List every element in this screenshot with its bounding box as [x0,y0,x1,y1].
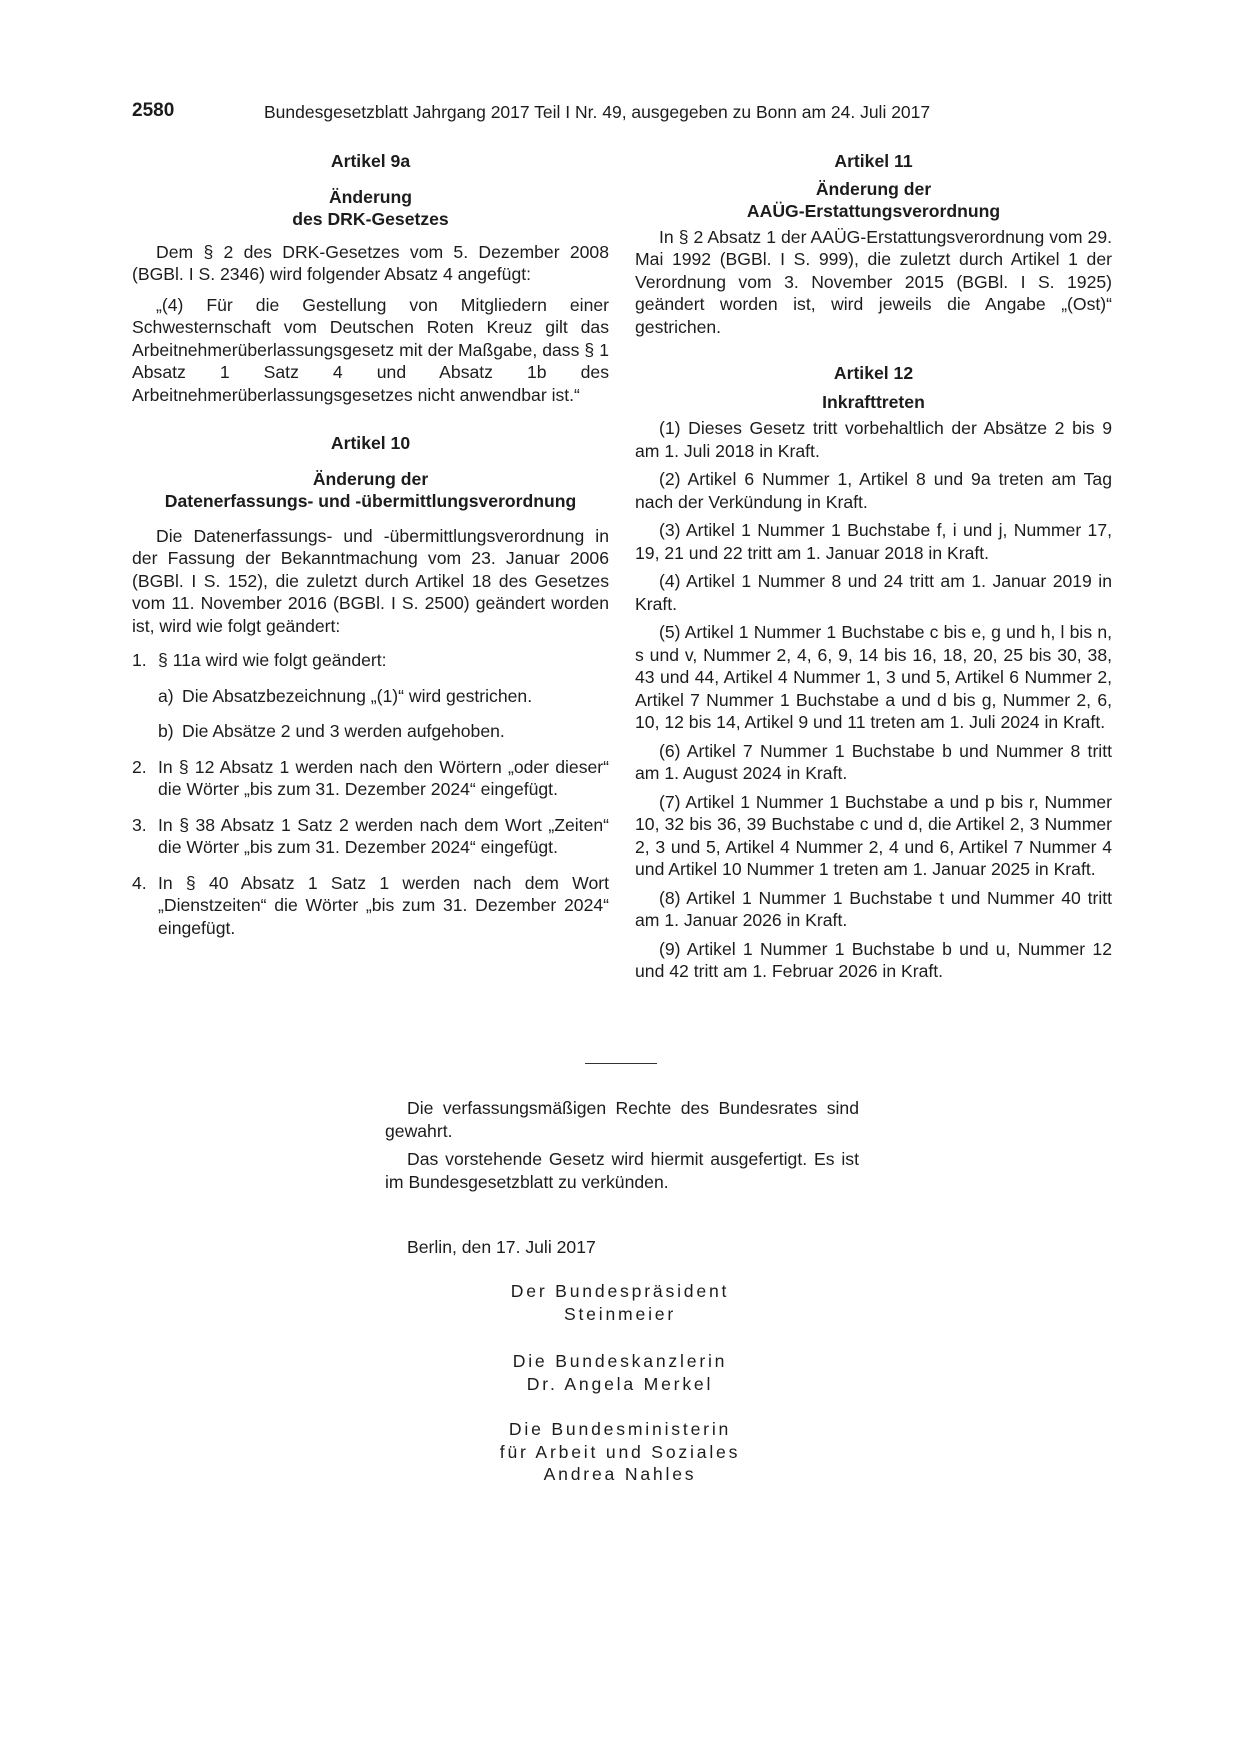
article-title: Inkrafttreten [822,391,925,412]
signature-minister [460,1418,780,1486]
running-head: Bundesgesetzblatt Jahrgang 2017 Teil I Nr. 49, ausgegeben zu Bonn am 24. Juli 2017 [264,102,931,122]
list-text: In § 40 Absatz 1 Satz 1 werden nach dem Wort „Dienstzeiten“ die Wörter „bis zum 31. Dezember 2024“ eingefügt. [158,872,609,938]
article-title-line2: AAÜG-Erstattungsverordnung [746,201,1001,221]
sublist-text: Die Absätze 2 und 3 werden aufgehoben. [182,721,505,741]
amendment-list [132,649,609,939]
signatory-title: Der Bundespräsident [510,1281,730,1301]
article-number: Artikel 10 [330,433,411,453]
page-header [132,100,1112,126]
paragraph: Die verfassungsmäßigen Rechte des Bundesrates sind gewahrt. [385,1098,859,1141]
paragraph: (9) Artikel 1 Nummer 1 Buchstabe b und u, Nummer 12 und 42 tritt am 1. Februar 2026 in Kraft. [635,938,1112,981]
paragraph: (2) Artikel 6 Nummer 1, Artikel 8 und 9a treten am Tag nach der Verkündung in Kraft. [635,469,1112,512]
article-title-line1: Änderung der [815,178,932,199]
list-text: In § 12 Absatz 1 werden nach den Wörtern „oder dieser“ die Wörter „bis zum 31. Dezember 2024“ eingefügt. [158,756,609,799]
article-title-line1: Änderung [328,186,413,207]
sublist-letter: b) [158,721,174,741]
paragraph: (1) Dieses Gesetz tritt vorbehaltlich der Absätze 2 bis 9 am 1. Juli 2018 in Kraft. [635,418,1112,461]
paragraph: (4) Artikel 1 Nummer 8 und 24 tritt am 1. Januar 2019 in Kraft. [635,571,1112,614]
list-text: § 11a wird wie folgt geändert: [158,650,387,670]
sublist-letter: a) [158,685,174,706]
place-date: Berlin, den 17. Juli 2017 [407,1237,596,1257]
paragraph: (7) Artikel 1 Nummer 1 Buchstabe a und p bis r, Nummer 10, 32 bis 36, 39 Buchstabe c und d, die Artikel 2, 3 Nummer 2, 3 und 5, Artikel 4 Nummer 2, 4 und 6, Artikel 7 Nummer 4 und Artikel 10 Nummer 1 treten am 1. Januar 2025 in Kraft. [635,791,1112,879]
paragraph: (6) Artikel 7 Nummer 1 Buchstabe b und Nummer 8 tritt am 1. August 2024 in Kraft. [635,740,1112,783]
paragraph: Dem § 2 des DRK-Gesetzes vom 5. Dezember 2008 (BGBl. I S. 2346) wird folgender Absatz 4 angefügt: [132,241,609,284]
list-number: 2. [132,756,147,777]
sublist-text: Die Absatzbezeichnung „(1)“ wird gestrichen. [182,685,533,706]
sublist-item [132,685,609,708]
list-number: 1. [132,650,147,670]
paragraph: (3) Artikel 1 Nummer 1 Buchstabe f, i und j, Nummer 17, 19, 21 und 22 tritt am 1. Januar 2018 in Kraft. [635,520,1112,563]
paragraph: „(4) Für die Gestellung von Mitgliedern einer Schwesternschaft vom Deutschen Roten Kreuz gilt das Arbeitnehmerüberlassungsgesetz mit der Maßgabe, dass § 1 Absatz 1 Satz 4 und Absatz 1b des Arbeitnehmerüberlassungsgesetzes nicht anwendbar ist.“ [132,294,609,405]
article-title-line1: Änderung der [312,468,429,489]
article-12 [635,362,1112,983]
list-item [132,872,609,940]
page-number: 2580 [132,100,175,121]
closing-formula [385,1097,859,1199]
list-item [132,649,609,672]
list-item [132,756,609,801]
separator-rule [585,1063,657,1064]
paragraph: (8) Artikel 1 Nummer 1 Buchstabe t und Nummer 40 tritt am 1. Januar 2026 in Kraft. [635,887,1112,930]
signature-chancellor [460,1350,780,1395]
signatory-title: für Arbeit und Soziales [499,1441,741,1462]
right-column [635,150,1112,989]
paragraph: (5) Artikel 1 Nummer 1 Buchstabe c bis e, g und h, l bis n, s und v, Nummer 2, 4, 6, 9, 14 bis 16, 18, 20, 25 bis 30, 38, 43 und 44, Artikel 4 Nummer 1, 3 und 5, Artikel 6 Nummer 2, Artikel 7 Nummer 1 Buchstabe a und d bis g, Nummer 2, 6, 10, 12 bis 14, Artikel 9 und 11 treten am 1. Juli 2024 in Kraft. [635,622,1112,732]
list-number: 3. [132,814,147,835]
paragraph: Die Datenerfassungs- und -übermittlungsverordnung in der Fassung der Bekanntmachung vom 23. Januar 2006 (BGBl. I S. 152), die zuletzt durch Artikel 18 des Gesetzes vom 11. November 2016 (BGBl. I S. 2500) geändert worden ist, wird wie folgt geändert: [132,525,609,636]
article-10 [132,432,609,939]
signatory-name: Dr. Angela Merkel [526,1373,714,1394]
article-number: Artikel 12 [833,363,914,383]
left-column [132,150,609,952]
article-number: Artikel 11 [834,151,913,171]
signatory-title: Die Bundesministerin [508,1419,732,1439]
article-number: Artikel 9a [330,151,411,171]
signatory-name: Andrea Nahles [543,1464,697,1484]
article-title-line2: Datenerfassungs- und -übermittlungsverordnung [164,491,577,511]
signatory-title: Die Bundeskanzlerin [512,1351,728,1371]
paragraph: In § 2 Absatz 1 der AAÜG-Erstattungsverordnung vom 29. Mai 1992 (BGBl. I S. 999), die zuletzt durch Artikel 1 der Verordnung vom 3. November 2015 (BGBl. I S. 1925) geändert worden ist, wird jeweils die Angabe „(Ost)“ gestrichen. [635,226,1112,337]
list-text: In § 38 Absatz 1 Satz 2 werden nach dem Wort „Zeiten“ die Wörter „bis zum 31. Dezember 2024“ eingefügt. [158,814,609,857]
article-title-line2: des DRK-Gesetzes [292,209,449,229]
sublist-item [132,720,609,743]
signature-president [460,1280,780,1325]
list-number: 4. [132,872,147,893]
paragraph: Das vorstehende Gesetz wird hiermit ausgefertigt. Es ist im Bundesgesetzblatt zu verkünden. [385,1149,859,1192]
article-11 [635,150,1112,338]
signatory-name: Steinmeier [563,1303,677,1324]
list-item [132,814,609,859]
article-9a [132,150,609,406]
